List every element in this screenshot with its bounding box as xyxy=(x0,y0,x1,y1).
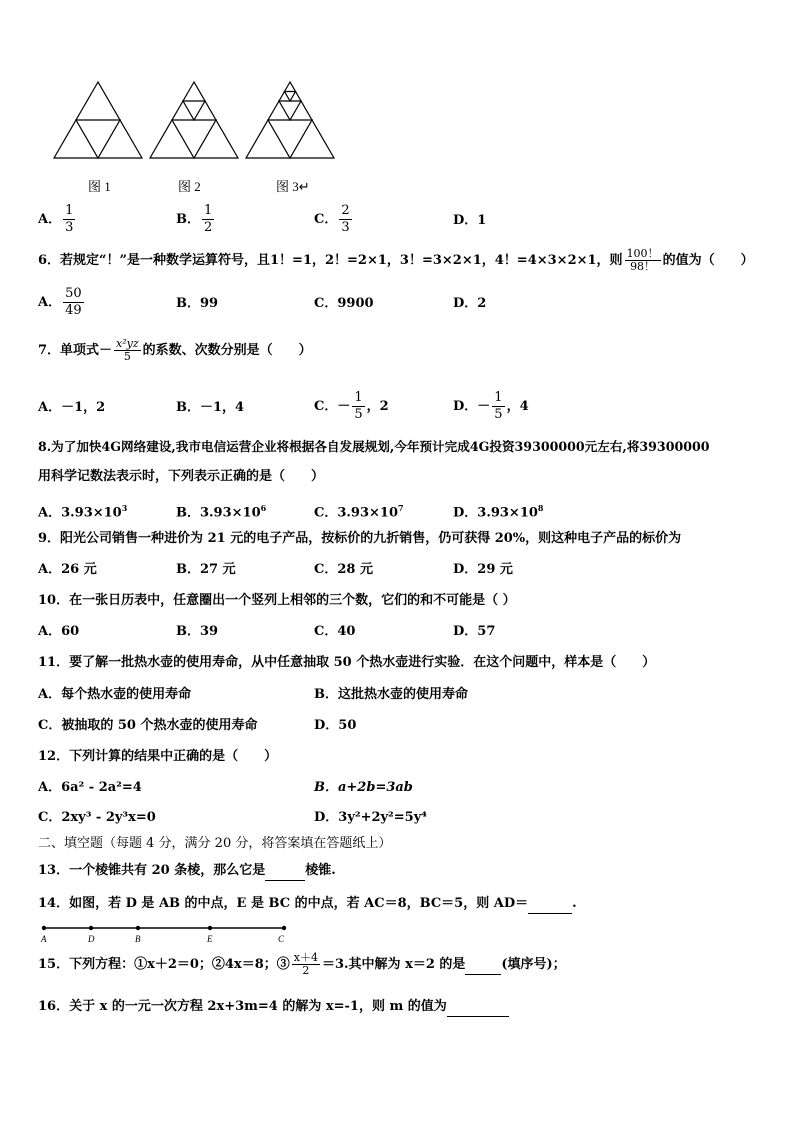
q5-option-d: D．1 xyxy=(453,213,487,228)
q12-option-d: D．3y²+2y²=5y⁴ xyxy=(314,810,427,825)
point-c xyxy=(282,926,286,930)
q12-stem: 12．下列计算的结果中正确的是（ ） xyxy=(38,749,278,764)
q6-option-a: A． $\frac{50}{49}$ xyxy=(38,286,82,318)
q9-stem: 9．阳光公司销售一种进价为 21 元的电子产品，按标价的九折销售，仍可获得 20%，则这种电子产品的标价为 xyxy=(38,531,682,546)
q12-option-b: B．a+2b=3ab xyxy=(314,780,413,795)
q10-option-a: A．60 xyxy=(38,624,80,639)
point-d xyxy=(89,926,93,930)
q10-option-c: C．40 xyxy=(314,624,356,639)
q13-answer-blank[interactable] xyxy=(265,862,305,881)
point-a xyxy=(42,926,46,930)
q7-stem: 7．单项式－ $\frac{\text{x²yz}}{5}$ 的系数、次数分别是（ ） xyxy=(38,337,312,363)
q8-option-d: D．$3.93\times 10^8$ xyxy=(453,503,544,521)
label-c: C xyxy=(278,934,285,944)
q7-option-d: D．－ $\frac{1}{5}$ ，4 xyxy=(453,390,529,422)
q8-option-a: A．$3.93\times 10^3$ xyxy=(38,503,128,521)
q12-option-c: C．2xy³ - 2y³x=0 xyxy=(38,810,156,825)
q9-option-c: C．28 元 xyxy=(314,562,373,577)
q15-stem: 15．下列方程：①x＋2＝0；②4x＝8；③ $\frac{x+4}{2}$ ＝3.其中解为 x＝2 的是 (填序号)； xyxy=(38,951,566,977)
figure-2-caption: 图 2 xyxy=(178,179,201,194)
q14-segment-diagram xyxy=(36,922,296,946)
q9-option-d: D．29 元 xyxy=(453,562,513,577)
label-b: B xyxy=(135,934,141,944)
label-a: A xyxy=(41,934,47,944)
q7-option-a: A．－1，2 xyxy=(38,400,106,415)
q10-option-b: B．39 xyxy=(176,624,219,639)
section-2-heading: 二、填空题（每题 4 分，满分 20 分，将答案填在答题纸上） xyxy=(38,836,392,851)
q11-option-d: D．50 xyxy=(314,718,357,733)
figure-1-caption: 图 1 xyxy=(88,179,111,194)
q11-option-a: A．每个热水壶的使用寿命 xyxy=(38,687,192,702)
figure-1 xyxy=(54,82,142,158)
figure-3-caption: 图 3↵ xyxy=(276,179,310,194)
point-e xyxy=(208,926,212,930)
q14-answer-blank[interactable] xyxy=(528,895,572,914)
q16-stem: 16．关于 x 的一元一次方程 2x+3m=4 的解为 x=-1，则 m 的值为 xyxy=(38,998,509,1017)
q5-option-a: A． $\frac{1}{3}$ xyxy=(38,203,74,235)
q16-answer-blank[interactable] xyxy=(447,998,509,1017)
q12-option-a: A．6a² - 2a²=4 xyxy=(38,780,142,795)
q10-option-d: D．57 xyxy=(453,624,496,639)
q13-stem: 13．一个棱锥共有 20 条棱，那么它是 棱锥. xyxy=(38,862,336,881)
q8-option-b: B．$3.93\times 10^6$ xyxy=(176,503,267,521)
label-e: E xyxy=(207,934,213,944)
q14-stem: 14．如图，若 D 是 AB 的中点，E 是 BC 的中点，若 AC＝8，BC＝5，则 AD＝ . xyxy=(38,895,577,914)
q8-stem-line-1: 8.为了加快4G网络建设,我市电信运营企业将根据各自发展规划,今年预计完成4G投资39300000元左右,将39300000 xyxy=(38,439,710,454)
q8-stem-line-2: 用科学记数法表示时，下列表示正确的是（ ） xyxy=(38,469,325,484)
q5-option-b: B． $\frac{1}{2}$ xyxy=(176,203,213,235)
q15-answer-blank[interactable] xyxy=(465,956,501,975)
q6-stem: 6．若规定“！”是一种数学运算符号，且1！=1，2！=2×1，3！=3×2×1，4！=4×3×2×1，则 $\frac{100!}{98!}$ 的值为（ ） xyxy=(38,247,754,273)
q8-option-c: C．$3.93\times 10^7$ xyxy=(314,503,404,521)
q6-option-d: D．2 xyxy=(453,296,487,311)
figure-2 xyxy=(150,82,238,158)
figure-3 xyxy=(246,82,334,158)
q11-option-b: B．这批热水壶的使用寿命 xyxy=(314,687,468,702)
q6-option-c: C．9900 xyxy=(314,296,374,311)
label-d: D xyxy=(88,934,95,944)
triangle-figures xyxy=(52,80,352,190)
q6-option-b: B．99 xyxy=(176,296,219,311)
q11-stem: 11．要了解一批热水壶的使用寿命，从中任意抽取 50 个热水壶进行实验．在这个问题中，样本是（ ） xyxy=(38,655,656,670)
q5-option-c: C． $\frac{2}{3}$ xyxy=(314,203,350,235)
point-b xyxy=(136,926,140,930)
q9-option-a: A．26 元 xyxy=(38,562,97,577)
q10-stem: 10．在一张日历表中，任意圈出一个竖列上相邻的三个数，它们的和不可能是（ ） xyxy=(38,593,516,608)
q7-option-b: B．－1，4 xyxy=(176,400,245,415)
q7-option-c: C．－ $\frac{1}{5}$ ，2 xyxy=(314,390,389,422)
q9-option-b: B．27 元 xyxy=(176,562,236,577)
q11-option-c: C．被抽取的 50 个热水壶的使用寿命 xyxy=(38,718,258,733)
